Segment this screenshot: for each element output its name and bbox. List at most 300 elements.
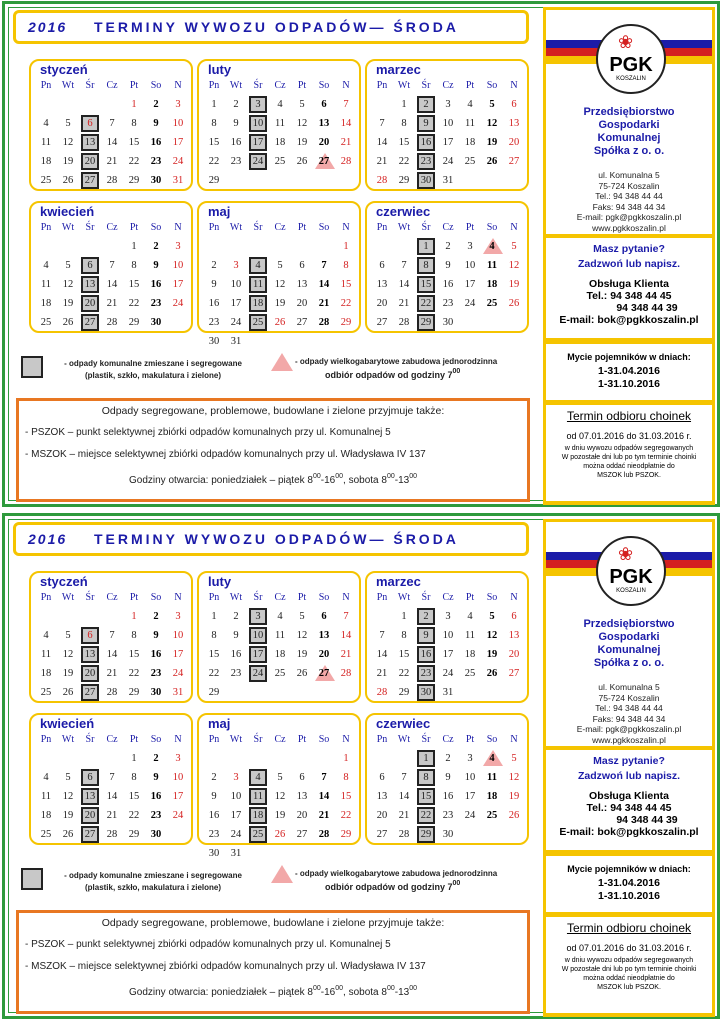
day-cell xyxy=(59,276,77,293)
day-number: 15 xyxy=(128,649,140,660)
day-number: 27 xyxy=(296,829,308,840)
weekday-label: Cz xyxy=(442,592,454,603)
day-cell xyxy=(461,665,479,682)
day-cell xyxy=(37,314,55,331)
day-cell xyxy=(169,627,187,644)
legend-mixed-text xyxy=(53,358,253,382)
day-number: 11 xyxy=(252,279,264,290)
weekday-label: Cz xyxy=(106,222,118,233)
day-cell xyxy=(395,295,413,312)
service-line: E-mail: bok@pgkkoszalin.pl xyxy=(559,826,699,838)
question-line2: Zadzwoń lub napisz. xyxy=(577,258,681,270)
day-number: 3 xyxy=(255,99,261,110)
month-kwiecień xyxy=(29,201,193,333)
weekday-label: Cz xyxy=(274,222,286,233)
mszok-line: - MSZOK – miejsce selektywnej zbiórki odpadów komunalnych przy ul. Władysława IV 137 xyxy=(25,449,426,460)
day-number: 4 xyxy=(489,241,495,252)
day-number: 29 xyxy=(208,175,220,186)
day-cell xyxy=(227,665,245,682)
day-cell xyxy=(205,627,223,644)
day-number: 29 xyxy=(420,317,432,328)
collection-day-cell xyxy=(249,665,267,682)
washing-title: Mycie pojemników w dniach: xyxy=(567,864,691,874)
tree-note-line: MSZOK lub PSZOK. xyxy=(597,472,661,479)
day-number: 3 xyxy=(445,611,451,622)
weekday-label: N xyxy=(510,592,518,603)
weekday-label: Śr xyxy=(253,592,263,603)
day-number: 30 xyxy=(150,175,162,186)
month-name: czerwiec xyxy=(376,716,431,731)
day-number: 10 xyxy=(230,279,242,290)
day-cell xyxy=(271,257,289,274)
day-cell xyxy=(271,96,289,113)
day-number: 27 xyxy=(296,317,308,328)
day-cell xyxy=(461,153,479,170)
day-number: 15 xyxy=(128,137,140,148)
company-name xyxy=(546,618,712,670)
day-number: 12 xyxy=(62,279,74,290)
day-cell xyxy=(373,153,391,170)
day-number: 2 xyxy=(445,241,451,252)
day-number: 20 xyxy=(318,137,330,148)
customer-service xyxy=(546,278,712,326)
day-cell xyxy=(147,684,165,701)
day-cell xyxy=(205,769,223,786)
day-number: 3 xyxy=(467,753,473,764)
company-line: Komunalnej xyxy=(597,132,661,144)
collection-day-cell xyxy=(81,153,99,170)
day-number: 7 xyxy=(109,630,115,641)
title-text: TERMINY WYWOZU ODPADÓW— ŚRODA xyxy=(94,19,459,35)
day-number: 14 xyxy=(376,137,388,148)
washing-date-1: 1-31.04.2016 xyxy=(598,365,660,377)
day-cell xyxy=(483,96,501,113)
day-cell xyxy=(125,769,143,786)
day-cell xyxy=(373,684,391,701)
collection-day-cell xyxy=(417,276,435,293)
day-number: 2 xyxy=(153,99,159,110)
weekday-label: Wt xyxy=(397,592,411,603)
day-number: 22 xyxy=(208,668,220,679)
weekday-label: N xyxy=(342,592,350,603)
day-number: 5 xyxy=(65,630,71,641)
day-cell xyxy=(293,627,311,644)
day-number: 13 xyxy=(318,630,330,641)
collection-day-cell xyxy=(249,769,267,786)
legend-mixed-square xyxy=(21,356,43,378)
month-czerwiec xyxy=(365,201,529,333)
day-number: 9 xyxy=(211,279,217,290)
washing-dates xyxy=(546,877,712,903)
day-cell xyxy=(103,769,121,786)
day-number: 2 xyxy=(153,753,159,764)
day-cell xyxy=(227,646,245,663)
drop-off-info-box xyxy=(16,910,530,1014)
day-number: 20 xyxy=(376,810,388,821)
address-line: E-mail: pgk@pgkkoszalin.pl xyxy=(576,724,682,734)
day-cell xyxy=(395,115,413,132)
day-cell xyxy=(373,769,391,786)
day-cell xyxy=(395,608,413,625)
bulky-waste-day-cell xyxy=(483,238,501,255)
collection-day-cell xyxy=(249,134,267,151)
day-number: 8 xyxy=(131,630,137,641)
month-maj xyxy=(197,201,361,347)
day-number: 21 xyxy=(398,810,410,821)
day-cell xyxy=(169,238,187,255)
christmas-tree-panel xyxy=(546,917,712,1013)
day-cell xyxy=(147,96,165,113)
day-cell xyxy=(227,276,245,293)
day-cell xyxy=(439,646,457,663)
day-cell xyxy=(227,153,245,170)
tree-dates: od 07.01.2016 do 31.03.2016 r. xyxy=(566,431,692,441)
day-cell xyxy=(293,646,311,663)
day-cell xyxy=(59,807,77,824)
collection-day-cell xyxy=(81,257,99,274)
day-number: 18 xyxy=(464,137,476,148)
day-cell xyxy=(315,96,333,113)
day-number: 29 xyxy=(128,687,140,698)
day-cell xyxy=(373,115,391,132)
day-cell xyxy=(395,172,413,189)
collection-day-cell xyxy=(249,115,267,132)
day-number: 24 xyxy=(172,810,184,821)
opening-hours xyxy=(19,473,527,486)
day-cell xyxy=(483,257,501,274)
day-number: 26 xyxy=(296,668,308,679)
question xyxy=(546,754,712,784)
day-cell xyxy=(461,750,479,767)
day-number: 5 xyxy=(511,753,517,764)
day-cell xyxy=(227,314,245,331)
day-number: 1 xyxy=(343,241,349,252)
weekday-label: Pn xyxy=(208,734,220,745)
weekday-label: N xyxy=(510,734,518,745)
weekday-label: Cz xyxy=(442,222,454,233)
day-cell xyxy=(395,684,413,701)
day-cell xyxy=(205,608,223,625)
day-number: 27 xyxy=(318,156,330,167)
day-number: 26 xyxy=(62,687,74,698)
company-address xyxy=(546,170,712,233)
day-number: 23 xyxy=(150,810,162,821)
day-cell xyxy=(227,115,245,132)
month-name: kwiecień xyxy=(40,204,95,219)
day-cell xyxy=(315,115,333,132)
month-name: czerwiec xyxy=(376,204,431,219)
washing-date-2: 1-31.10.2016 xyxy=(598,378,660,390)
day-number: 12 xyxy=(508,260,520,271)
day-cell xyxy=(293,295,311,312)
day-cell xyxy=(461,257,479,274)
day-number: 29 xyxy=(398,687,410,698)
day-number: 25 xyxy=(40,687,52,698)
collection-day-cell xyxy=(417,684,435,701)
legend-mixed-square xyxy=(21,868,43,890)
day-cell xyxy=(505,276,523,293)
day-cell xyxy=(227,257,245,274)
question-line2: Zadzwoń lub napisz. xyxy=(577,770,681,782)
day-number: 28 xyxy=(398,317,410,328)
day-cell xyxy=(125,96,143,113)
day-number: 29 xyxy=(128,175,140,186)
hours-part: 00 xyxy=(386,985,395,992)
day-number: 12 xyxy=(508,772,520,783)
day-number: 18 xyxy=(274,649,286,660)
day-number: 25 xyxy=(40,829,52,840)
day-cell xyxy=(483,153,501,170)
month-name: styczeń xyxy=(40,574,88,589)
day-cell xyxy=(59,646,77,663)
address-line: Faks: 94 348 44 34 xyxy=(592,713,666,724)
weekday-label: So xyxy=(486,80,498,91)
day-number: 22 xyxy=(420,298,432,309)
day-cell xyxy=(373,276,391,293)
day-cell xyxy=(337,627,355,644)
day-number: 21 xyxy=(318,298,330,309)
day-cell xyxy=(439,826,457,843)
day-cell xyxy=(373,627,391,644)
day-number: 6 xyxy=(511,611,517,622)
day-number: 17 xyxy=(172,137,184,148)
day-number: 22 xyxy=(128,156,140,167)
collection-day-cell xyxy=(81,276,99,293)
day-number: 4 xyxy=(277,99,283,110)
day-number: 27 xyxy=(84,687,96,698)
month-name: maj xyxy=(208,204,231,219)
day-cell xyxy=(293,276,311,293)
day-cell xyxy=(147,627,165,644)
weekday-label: Cz xyxy=(106,80,118,91)
day-number: 19 xyxy=(62,810,74,821)
day-cell xyxy=(147,115,165,132)
day-cell xyxy=(103,314,121,331)
day-cell xyxy=(169,750,187,767)
day-number: 14 xyxy=(106,791,118,802)
day-cell xyxy=(147,314,165,331)
collection-day-cell xyxy=(81,684,99,701)
weekday-label: So xyxy=(150,222,162,233)
day-cell xyxy=(103,257,121,274)
collection-day-cell xyxy=(81,627,99,644)
day-cell xyxy=(337,807,355,824)
day-number: 10 xyxy=(252,630,264,641)
collection-day-cell xyxy=(249,807,267,824)
day-number: 30 xyxy=(420,175,432,186)
day-cell xyxy=(205,826,223,843)
day-number: 15 xyxy=(340,279,352,290)
day-number: 6 xyxy=(87,260,93,271)
christmas-tree-panel xyxy=(546,405,712,501)
day-number: 21 xyxy=(340,137,352,148)
day-cell xyxy=(315,608,333,625)
drop-off-info-box xyxy=(16,398,530,502)
day-cell xyxy=(103,684,121,701)
day-cell xyxy=(505,96,523,113)
day-number: 23 xyxy=(442,810,454,821)
day-number: 13 xyxy=(296,791,308,802)
day-cell xyxy=(439,134,457,151)
day-number: 5 xyxy=(511,241,517,252)
day-cell xyxy=(205,172,223,189)
day-cell xyxy=(227,788,245,805)
day-cell xyxy=(205,314,223,331)
day-number: 28 xyxy=(340,156,352,167)
tree-note-line: można oddać nieodpłatnie do xyxy=(583,463,675,470)
day-cell xyxy=(337,826,355,843)
day-cell xyxy=(439,750,457,767)
collection-day-cell xyxy=(417,646,435,663)
day-number: 5 xyxy=(299,611,305,622)
day-number: 11 xyxy=(274,630,286,641)
day-cell xyxy=(439,665,457,682)
day-number: 11 xyxy=(487,260,497,271)
day-number: 30 xyxy=(208,848,220,859)
day-cell xyxy=(59,257,77,274)
day-number: 12 xyxy=(62,791,74,802)
day-cell xyxy=(315,788,333,805)
weekday-label: Wt xyxy=(61,222,75,233)
day-number: 31 xyxy=(172,687,184,698)
day-cell xyxy=(169,665,187,682)
address-line: 75-724 Koszalin xyxy=(598,692,660,703)
day-number: 5 xyxy=(65,772,71,783)
weekday-label: Śr xyxy=(253,734,263,745)
logo-city: KOSZALIN xyxy=(616,588,646,594)
day-cell xyxy=(293,807,311,824)
day-cell xyxy=(505,788,523,805)
day-cell xyxy=(483,134,501,151)
tree-note-line: W pozostałe dni lub po tym terminie choinki xyxy=(561,966,697,973)
day-number: 23 xyxy=(230,156,242,167)
hours-part: -16 xyxy=(320,987,336,998)
hours-part: 00 xyxy=(312,985,321,992)
day-cell xyxy=(103,807,121,824)
tree-note-line: MSZOK lub PSZOK. xyxy=(597,984,661,991)
day-number: 14 xyxy=(318,791,330,802)
day-cell xyxy=(37,826,55,843)
logo-text: PGK xyxy=(609,54,653,76)
day-number: 15 xyxy=(398,137,410,148)
day-number: 7 xyxy=(401,772,407,783)
weekday-label: Cz xyxy=(274,80,286,91)
day-number: 10 xyxy=(464,772,476,783)
day-cell xyxy=(337,646,355,663)
service-line: Tel.: 94 348 44 45 xyxy=(586,802,672,814)
day-cell xyxy=(395,314,413,331)
day-number: 9 xyxy=(211,791,217,802)
weekday-label: N xyxy=(510,80,518,91)
day-cell xyxy=(461,769,479,786)
customer-service xyxy=(546,790,712,838)
day-number: 3 xyxy=(233,260,239,271)
collection-day-cell xyxy=(417,627,435,644)
day-cell xyxy=(147,134,165,151)
day-number: 24 xyxy=(172,156,184,167)
address-line: ul. Komunalna 5 xyxy=(598,170,660,180)
company-line: Gospodarki xyxy=(598,119,660,131)
day-number: 11 xyxy=(487,772,497,783)
day-number: 6 xyxy=(87,118,93,129)
day-cell xyxy=(59,153,77,170)
weekday-label: Wt xyxy=(229,222,243,233)
day-cell xyxy=(439,608,457,625)
day-cell xyxy=(59,295,77,312)
weekday-label: Pn xyxy=(40,222,52,233)
day-number: 4 xyxy=(467,99,473,110)
weekday-label: Pt xyxy=(297,222,307,233)
title-box xyxy=(13,522,529,556)
day-cell xyxy=(337,238,355,255)
day-cell xyxy=(103,276,121,293)
day-number: 12 xyxy=(296,118,308,129)
day-number: 24 xyxy=(464,298,476,309)
day-number: 13 xyxy=(318,118,330,129)
collection-day-cell xyxy=(81,788,99,805)
day-number: 2 xyxy=(445,753,451,764)
weekday-label: So xyxy=(318,80,330,91)
weekday-label: Cz xyxy=(106,734,118,745)
day-cell xyxy=(271,627,289,644)
weekday-label: Pt xyxy=(129,734,139,745)
day-number: 6 xyxy=(299,772,305,783)
day-cell xyxy=(125,608,143,625)
day-number: 31 xyxy=(172,175,184,186)
day-number: 27 xyxy=(508,156,520,167)
day-cell xyxy=(439,257,457,274)
day-number: 26 xyxy=(486,668,498,679)
info-title: Odpady segregowane, problemowe, budowlane i zielone przyjmuje także: xyxy=(101,405,445,417)
day-number: 21 xyxy=(376,668,388,679)
day-number: 12 xyxy=(486,630,498,641)
day-number: 27 xyxy=(84,829,96,840)
weekday-label: So xyxy=(486,734,498,745)
day-number: 15 xyxy=(208,137,220,148)
day-cell xyxy=(103,115,121,132)
collection-day-cell xyxy=(81,646,99,663)
day-cell xyxy=(147,807,165,824)
legend-bulky-sup: 00 xyxy=(452,880,461,887)
company-line: Spółka z o. o. xyxy=(593,657,665,669)
day-number: 27 xyxy=(318,668,330,679)
weekday-label: So xyxy=(150,592,162,603)
collection-day-cell xyxy=(417,826,435,843)
weekday-label: Śr xyxy=(85,592,95,603)
legend-mixed-line2: (plastik, szkło, makulatura i zielone) xyxy=(84,371,222,380)
day-number: 23 xyxy=(208,317,220,328)
day-number: 11 xyxy=(274,118,286,129)
weekday-label: Pn xyxy=(376,734,388,745)
address-line: Tel.: 94 348 44 44 xyxy=(595,191,663,201)
day-number: 20 xyxy=(84,298,96,309)
day-number: 26 xyxy=(508,810,520,821)
day-cell xyxy=(227,295,245,312)
day-cell xyxy=(205,646,223,663)
day-cell xyxy=(315,646,333,663)
day-number: 1 xyxy=(343,753,349,764)
day-number: 3 xyxy=(175,99,181,110)
day-number: 22 xyxy=(208,156,220,167)
company-line: Gospodarki xyxy=(598,631,660,643)
day-number: 11 xyxy=(40,649,52,660)
day-cell xyxy=(505,750,523,767)
day-number: 21 xyxy=(376,156,388,167)
collection-day-cell xyxy=(249,788,267,805)
day-number: 12 xyxy=(296,630,308,641)
day-number: 6 xyxy=(511,99,517,110)
day-number: 25 xyxy=(252,829,264,840)
